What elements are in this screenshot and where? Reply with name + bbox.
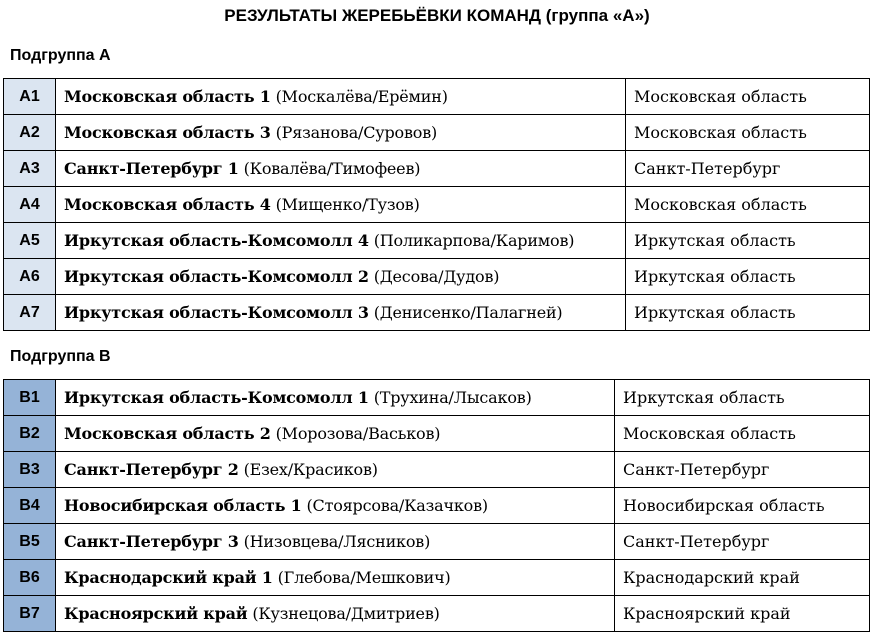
team-code: В7 xyxy=(4,596,56,632)
team-players: (Ковалёва/Тимофеев) xyxy=(243,158,421,178)
team-code: А5 xyxy=(4,223,56,259)
team-cell xyxy=(56,187,626,223)
team-players: (Рязанова/Суровов) xyxy=(275,122,438,142)
team-region: Санкт-Петербург xyxy=(626,151,870,187)
team-code: В3 xyxy=(4,452,56,488)
team-name: Иркутская область-Комсомолл 1 xyxy=(64,387,369,407)
team-players: (Низовцева/Лясников) xyxy=(243,531,431,551)
team-name: Московская область 2 xyxy=(64,423,271,443)
team-region: Иркутская область xyxy=(615,380,870,416)
team-region: Московская область xyxy=(615,416,870,452)
team-code: А6 xyxy=(4,259,56,295)
team-cell xyxy=(56,452,615,488)
table-row xyxy=(4,416,870,452)
team-region: Краснодарский край xyxy=(615,560,870,596)
table-row xyxy=(4,223,870,259)
table-row xyxy=(4,187,870,223)
team-cell xyxy=(56,295,626,331)
team-code: В5 xyxy=(4,524,56,560)
page-title: РЕЗУЛЬТАТЫ ЖЕРЕБЬЁВКИ КОМАНД (группа «А») xyxy=(224,6,650,25)
team-name: Санкт-Петербург 1 xyxy=(64,158,239,178)
team-cell xyxy=(56,79,626,115)
team-code: А4 xyxy=(4,187,56,223)
table-row xyxy=(4,295,870,331)
team-players: (Езех/Красиков) xyxy=(243,459,378,479)
team-code: А2 xyxy=(4,115,56,151)
table-row xyxy=(4,596,870,632)
team-players: (Мищенко/Тузов) xyxy=(275,194,420,214)
table-row xyxy=(4,488,870,524)
team-name: Краснодарский край 1 xyxy=(64,567,273,587)
table-row xyxy=(4,115,870,151)
team-players: (Трухина/Лысаков) xyxy=(373,387,532,407)
team-name: Московская область 4 xyxy=(64,194,271,214)
team-region: Иркутская область xyxy=(626,295,870,331)
team-region: Санкт-Петербург xyxy=(615,524,870,560)
team-players: (Поликарпова/Каримов) xyxy=(373,230,575,250)
team-region: Красноярский край xyxy=(615,596,870,632)
team-region: Московская область xyxy=(626,187,870,223)
team-players: (Москалёва/Ерёмин) xyxy=(275,86,448,106)
table-row xyxy=(4,452,870,488)
subgroup-a-table xyxy=(3,78,870,331)
team-name: Иркутская область-Комсомолл 4 xyxy=(64,230,369,250)
team-region: Санкт-Петербург xyxy=(615,452,870,488)
team-cell xyxy=(56,259,626,295)
table-row xyxy=(4,524,870,560)
team-name: Санкт-Петербург 3 xyxy=(64,531,239,551)
team-players: (Денисенко/Палагней) xyxy=(373,302,563,322)
table-row xyxy=(4,79,870,115)
team-region: Московская область xyxy=(626,79,870,115)
team-code: А3 xyxy=(4,151,56,187)
team-cell xyxy=(56,151,626,187)
table-row xyxy=(4,560,870,596)
subgroup-b-heading: Подгруппа В xyxy=(10,348,111,365)
team-cell xyxy=(56,560,615,596)
team-region: Новосибирская область xyxy=(615,488,870,524)
team-code: В1 xyxy=(4,380,56,416)
team-name: Московская область 1 xyxy=(64,86,271,106)
team-players: (Стоярсова/Казачков) xyxy=(306,495,488,515)
team-region: Московская область xyxy=(626,115,870,151)
team-name: Иркутская область-Комсомолл 2 xyxy=(64,266,369,286)
table-row xyxy=(4,259,870,295)
team-cell xyxy=(56,488,615,524)
team-code: А7 xyxy=(4,295,56,331)
team-cell xyxy=(56,115,626,151)
table-row xyxy=(4,151,870,187)
team-cell xyxy=(56,416,615,452)
team-players: (Глебова/Мешкович) xyxy=(277,567,451,587)
subgroup-a-heading: Подгруппа А xyxy=(10,47,111,64)
team-cell xyxy=(56,524,615,560)
team-code: В6 xyxy=(4,560,56,596)
team-region: Иркутская область xyxy=(626,223,870,259)
team-code: В2 xyxy=(4,416,56,452)
team-players: (Кузнецова/Дмитриев) xyxy=(252,603,440,623)
table-row xyxy=(4,380,870,416)
team-name: Московская область 3 xyxy=(64,122,271,142)
team-code: А1 xyxy=(4,79,56,115)
team-name: Санкт-Петербург 2 xyxy=(64,459,239,479)
team-name: Иркутская область-Комсомолл 3 xyxy=(64,302,369,322)
team-players: (Десова/Дудов) xyxy=(373,266,500,286)
team-cell xyxy=(56,596,615,632)
subgroup-b-table xyxy=(3,379,870,632)
team-players: (Морозова/Васьков) xyxy=(275,423,441,443)
team-code: В4 xyxy=(4,488,56,524)
team-name: Красноярский край xyxy=(64,603,248,623)
team-name: Новосибирская область 1 xyxy=(64,495,302,515)
team-cell xyxy=(56,380,615,416)
team-region: Иркутская область xyxy=(626,259,870,295)
team-cell xyxy=(56,223,626,259)
